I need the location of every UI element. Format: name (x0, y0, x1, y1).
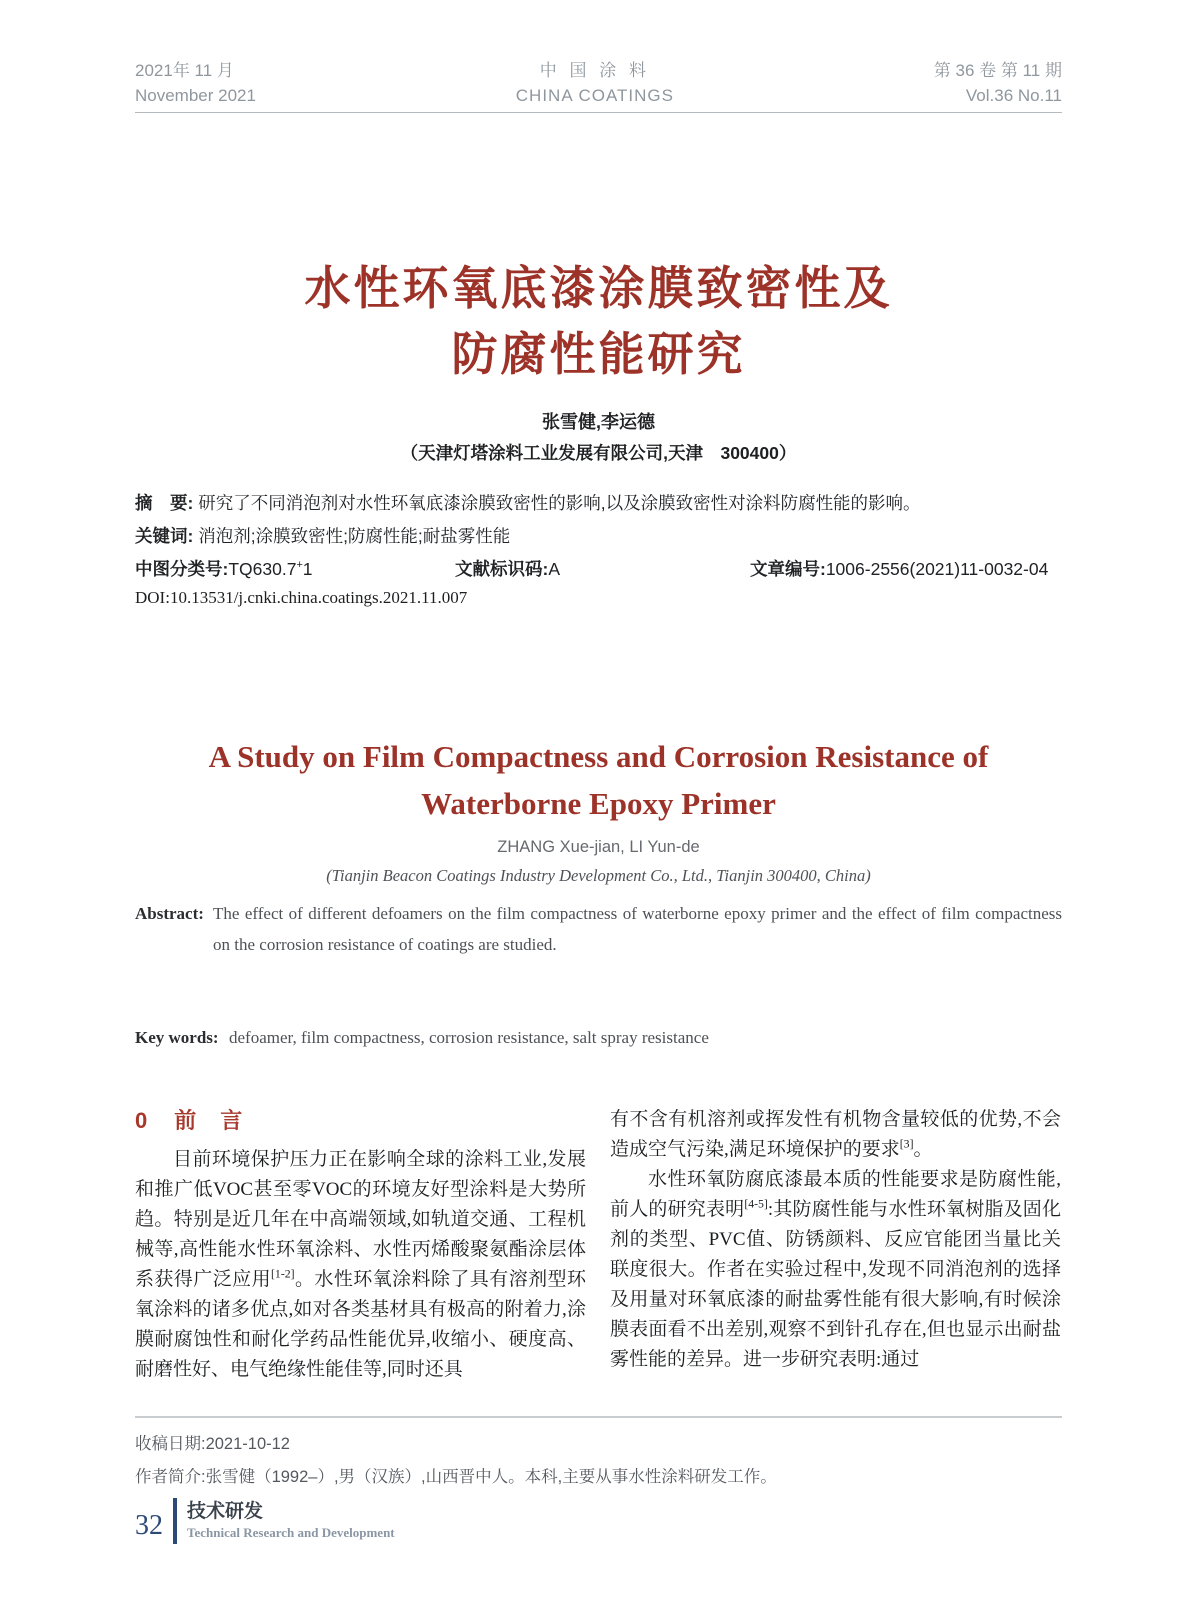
keywords-en-text: defoamer, film compactness, corrosion resistance, salt spray resistance (229, 1028, 709, 1047)
journal-header (135, 58, 1062, 108)
article-title-cn-line1: 水性环氧底漆涂膜致密性及 (304, 262, 893, 314)
doc-code-label: 文献标识码: (455, 559, 549, 579)
column-name-en: Technical Research and Development (187, 1525, 395, 1540)
doi-text: DOI:10.13531/j.cnki.china.coatings.2021.11.007 (135, 588, 468, 607)
keywords-cn-label: 关键词: (135, 526, 194, 546)
doc-code-item (455, 556, 560, 582)
section-title: 前 言 (174, 1108, 244, 1133)
issue-info-en: Vol.36 No.11 (965, 86, 1062, 105)
keywords-en (135, 1022, 1062, 1053)
author-bio: 作者简介:张雪健（1992–）,男（汉族）,山西晋中人。本科,主要从事水性涂料研发工作。 (135, 1468, 777, 1486)
affiliation-cn: （天津灯塔涂料工业发展有限公司,天津 300400） (400, 443, 797, 463)
affiliation-en: (Tianjin Beacon Coatings Industry Development Co., Ltd., Tianjin 300400, China) (326, 866, 871, 885)
column-name-cn: 技术研发 (187, 1501, 264, 1522)
header-date-en: November 2021 (135, 86, 256, 105)
authors-cn: 张雪健,李运德 (541, 412, 655, 432)
clc-value: TQ630.7+1 (228, 559, 313, 579)
footnote-divider (135, 1416, 1062, 1418)
abstract-en-label: Abstract: (135, 904, 204, 923)
article-title-en-line2: Waterborne Epoxy Primer (421, 786, 776, 821)
keywords-cn (135, 523, 1062, 549)
article-body (135, 1105, 1062, 1385)
paragraph: 目前环境保护压力正在影响全球的涂料工业,发展和推广低VOC甚至零VOC的环境友好型涂料是大势所趋。特别是近几年在中高端领域,如轨道交通、工程机械等,高性能水性环氧涂料、水性丙烯酸聚氨酯涂层体系获得广泛应用[1-2]。水性环氧涂料除了具有溶剂型环氧涂料的诸多优点,如对各类基材具有极高的附着力,涂膜耐腐蚀性和耐化学药品性能优异,收缩小、硬度高、耐磨性好、电气绝缘性能佳等,同时还具 (135, 1149, 586, 1380)
article-id-item (750, 556, 1048, 582)
page-footer (135, 1498, 1062, 1544)
doc-code-value: A (548, 559, 561, 579)
issue-info (934, 58, 1062, 108)
abstract-cn-label: 摘 要: (135, 493, 194, 513)
clc-item (135, 556, 313, 582)
page-number: 32 (135, 1510, 163, 1541)
header-date (135, 58, 256, 108)
body-column-right (610, 1105, 1061, 1385)
footnote (135, 1428, 1062, 1494)
keywords-en-label: Key words: (135, 1028, 219, 1047)
authors-en: ZHANG Xue-jian, LI Yun-de (497, 838, 700, 856)
article-id-value: 1006-2556(2021)11-0032-04 (825, 559, 1049, 579)
header-date-cn: 2021年 11 月 (135, 61, 234, 80)
footer-divider-bar (173, 1498, 177, 1544)
issue-info-cn: 第 36 卷 第 11 期 (933, 61, 1062, 80)
article-title-cn-line2: 防腐性能研究 (451, 328, 746, 380)
keywords-cn-text: 消泡剂;涂膜致密性;防腐性能;耐盐雾性能 (198, 526, 511, 546)
received-date: 收稿日期:2021-10-12 (135, 1435, 290, 1453)
paragraph: 有不含有机溶剂或挥发性有机物含量较低的优势,不会造成空气污染,满足环境保护的要求[3]。 (610, 1109, 1061, 1160)
section-heading (135, 1105, 586, 1137)
abstract-en (135, 898, 1062, 960)
column-name (187, 1500, 395, 1542)
abstract-en-text: The effect of different defoamers on the film compactness of waterborne epoxy primer and the effect of film compactness on the corrosion resistance of coatings are studied. (213, 904, 1062, 954)
article-id-label: 文章编号: (750, 559, 826, 579)
journal-name-en: CHINA COATINGS (515, 86, 674, 105)
body-column-left (135, 1105, 586, 1385)
article-title-en-line1: A Study on Film Compactness and Corrosion Resistance of (208, 739, 989, 774)
clc-label: 中图分类号: (135, 559, 229, 579)
classification-row (135, 556, 1062, 582)
paragraph: 水性环氧防腐底漆最本质的性能要求是防腐性能,前人的研究表明[4-5]:其防腐性能与水性环氧树脂及固化剂的类型、PVC值、防锈颜料、反应官能团当量比关联度很大。作者在实验过程中,发现不同消泡剂的选择及用量对环氧底漆的耐盐雾性能有很大影响,有时候涂膜表面看不出差别,观察不到针孔存在,但也显示出耐盐雾性能的差异。进一步研究表明:通过 (610, 1169, 1061, 1370)
section-number: 0 (135, 1108, 149, 1133)
header-divider (135, 112, 1062, 113)
abstract-cn (135, 490, 1062, 516)
abstract-cn-text: 研究了不同消泡剂对水性环氧底漆涂膜致密性的影响,以及涂膜致密性对涂料防腐性能的影响。 (198, 493, 921, 513)
journal-name-cn: 中 国 涂 料 (539, 61, 650, 80)
journal-name (516, 58, 674, 108)
article-title-en (135, 733, 1062, 827)
article-title-cn (135, 255, 1062, 387)
